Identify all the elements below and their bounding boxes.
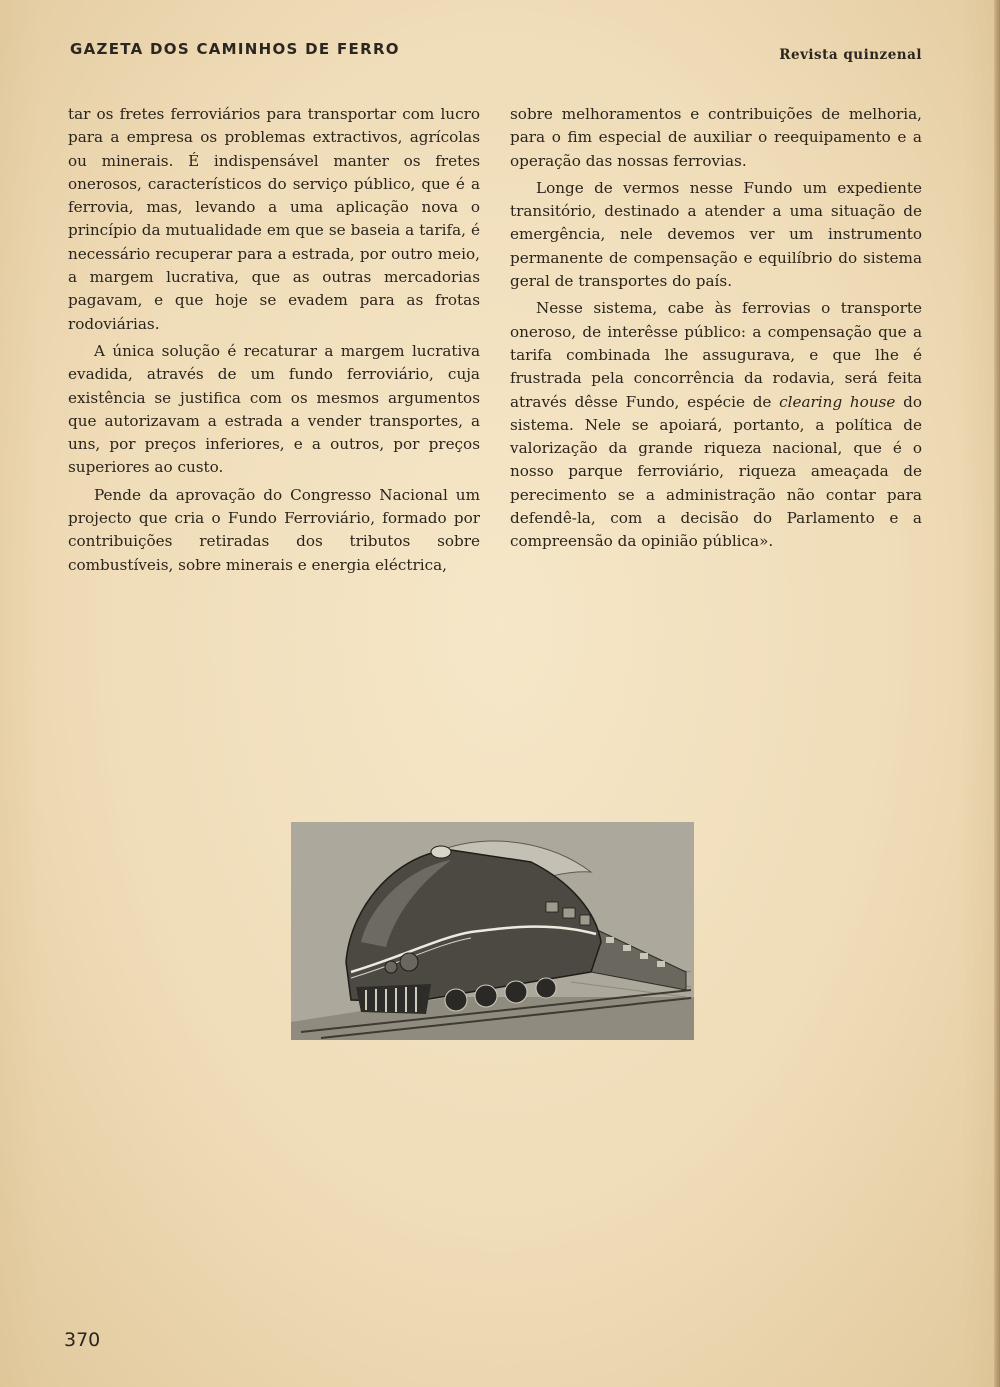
- journal-subtitle: Revista quinzenal: [779, 47, 922, 63]
- right-column: [510, 103, 922, 554]
- page-number: 370: [64, 1329, 101, 1351]
- right-paragraph-1: sobre melhoramentos e contribuições de melhoria, para o fim especial de auxiliar o reequipamento e a operação das nossas ferrovias.: [510, 105, 922, 170]
- journal-title: GAZETA DOS CAMINHOS DE FERRO: [70, 40, 400, 58]
- right-paragraph-3: [510, 297, 922, 553]
- left-paragraph-3: Pende da aprovação do Congresso Nacional um projecto que cria o Fundo Ferroviário, formado por contribuições retiradas dos tributos sobre combustíveis, sobre minerais e energia eléctrica,: [68, 485, 480, 574]
- italic-term: clearing house: [779, 392, 896, 411]
- page-edge-shadow: [994, 0, 1000, 1387]
- right-paragraph-2: Longe de vermos nesse Fundo um expediente transitório, destinado a atender a uma situação de emergência, nele devemos ver um instrumento permanente de compensação e equilíbrio do sistema geral de transportes do país.: [510, 178, 922, 291]
- locomotive-illustration: [291, 822, 694, 1040]
- left-paragraph-2: A única solução é recaturar a margem lucrativa evadida, através de um fundo ferroviário, cuja existência se justifica com os mesmos argumentos que autorizavam a estrada a vender transportes, a uns, por preços inferiores, e a outros, por preços superiores ao custo.: [68, 341, 480, 477]
- locomotive-icon: [291, 822, 694, 1040]
- left-column: [68, 103, 480, 577]
- paragraph-text: do sistema. Nele se apoiará, portanto, a política de valorização da grande riqueza nacional, que é o nosso parque ferroviário, riqueza ameaçada de perecimento se a administração não contar para defendê-la, com a decisão do Parlamento e a compreensão da opinião pública».: [510, 392, 922, 551]
- left-paragraph-1: tar os fretes ferroviários para transportar com lucro para a empresa os problemas extractivos, agrícolas ou minerais. É indispensável manter os fretes onerosos, característicos do serviço público, que é a ferrovia, mas, levando a uma aplicação nova o princípio da mutualidade em que se baseia a tarifa, é necessário recuperar para a estrada, por outro meio, a margem lucrativa, que as outras mercadorias pagavam, e que hoje se evadem para as frotas rodoviárias.: [68, 105, 480, 333]
- paragraph-text: Nesse sistema, cabe às ferrovias o transporte oneroso, de interêsse público: a compensação que a tarifa combinada lhe assugurava, e que lhe é frustrada pela concorrência da rodavia, será feita através dêsse Fundo, espécie de: [510, 299, 922, 411]
